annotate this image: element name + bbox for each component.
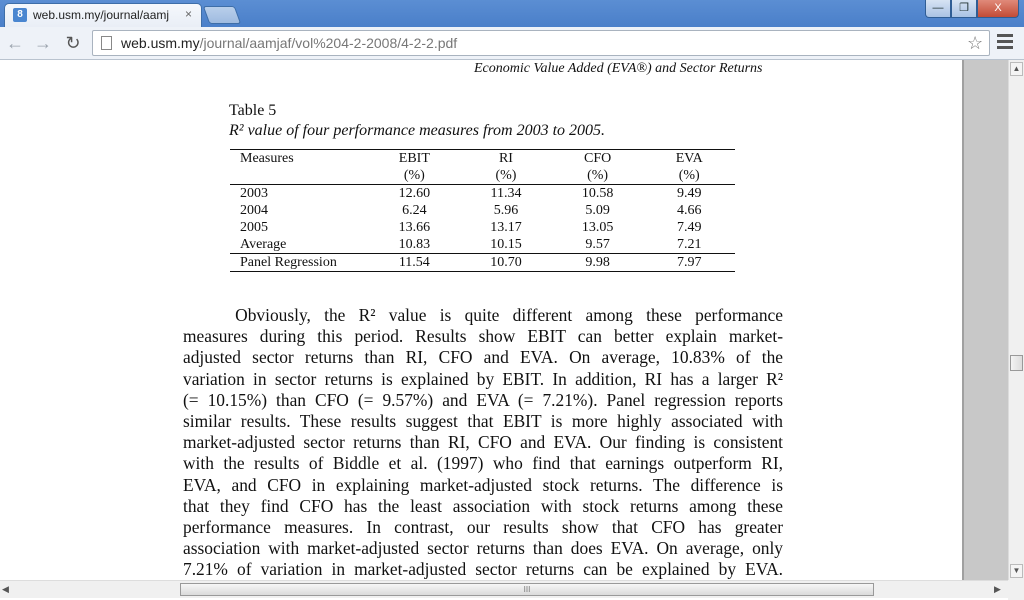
paragraph-line: association with market-adjusted sector returns than does EVA. On average, only: [183, 538, 783, 559]
scroll-left-icon[interactable]: ◀: [2, 584, 9, 594]
table-header-unit-row: [230, 167, 735, 185]
paragraph-line: EVA, and CFO in explaining market-adjusted stock returns. The difference is: [183, 474, 783, 495]
table-cell: 9.49: [676, 186, 702, 201]
back-arrow-icon[interactable]: ←: [6, 33, 24, 53]
table-cell: 10.83: [398, 237, 431, 252]
close-window-button[interactable]: X: [977, 0, 1019, 18]
table-caption: R² value of four performance measures from 2003 to 2005.: [229, 122, 606, 139]
table-cell: 7.21: [676, 237, 702, 252]
paragraph-line: variation in sector returns is explained by EBIT. In addition, RI has a larger R²: [183, 368, 783, 389]
tab-close-icon[interactable]: ×: [185, 7, 193, 21]
table-row: [230, 219, 735, 236]
new-tab-button[interactable]: [203, 6, 242, 24]
table-row: [230, 236, 735, 254]
paragraph-line: 7.21% of variation in market-adjusted sector returns can be explained by EVA.: [183, 559, 783, 580]
paragraph-line: with the results of Biddle et al. (1997) who find that earnings outperform RI,: [183, 453, 783, 474]
maximize-button[interactable]: ❐: [951, 0, 977, 18]
row-label: Average: [240, 237, 287, 252]
table-cell: 10.58: [581, 186, 614, 201]
paragraph-line: Obviously, the R² value is quite different among these performance: [183, 305, 783, 325]
paragraph-line: measures during this period. Results show EBIT can better explain market-: [183, 326, 783, 347]
table-row: [230, 202, 735, 219]
table-cell: 10.15: [490, 237, 522, 252]
header-unit: (%): [643, 167, 735, 185]
paragraph-line: similar results. These results suggest that EBIT is more highly associated with: [183, 411, 783, 432]
paragraph-line: (= 10.15%) than CFO (= 9.57%) and EVA (= 7.21%). Panel regression reports: [183, 389, 783, 410]
header-ri: RI: [460, 150, 552, 168]
browser-toolbar: [0, 27, 1024, 60]
table-cell: 12.60: [398, 186, 431, 201]
pdf-viewport[interactable]: [0, 60, 1024, 580]
horizontal-scroll-thumb[interactable]: III: [180, 583, 874, 596]
header-unit: (%): [369, 167, 461, 185]
vertical-scroll-thumb[interactable]: [1010, 355, 1023, 371]
menu-icon[interactable]: [997, 34, 1013, 52]
table-cell: 11.54: [369, 254, 461, 272]
header-measures: Measures: [230, 150, 369, 168]
scroll-down-icon[interactable]: ▼: [1010, 564, 1023, 578]
window-title-bar: [0, 0, 1024, 27]
url-text[interactable]: [121, 35, 457, 51]
row-label: 2005: [240, 220, 268, 235]
table-cell: 13.05: [581, 220, 614, 235]
vertical-scrollbar[interactable]: [1008, 60, 1024, 580]
header-eva: EVA: [643, 150, 735, 168]
header-unit-empty: [230, 167, 369, 185]
table-cell: 5.09: [585, 203, 610, 218]
address-bar[interactable]: [92, 30, 990, 56]
header-unit: (%): [460, 167, 552, 185]
row-label: 2004: [240, 203, 268, 218]
table-cell: 13.66: [398, 220, 431, 235]
row-label: Panel Regression: [230, 254, 369, 272]
scroll-up-icon[interactable]: ▲: [1010, 62, 1023, 76]
page-margin-shade: [962, 60, 1008, 580]
table-cell: 7.49: [676, 220, 702, 235]
horizontal-scrollbar[interactable]: [0, 580, 1008, 598]
table-cell: 5.96: [493, 203, 519, 218]
r-squared-table: [230, 149, 735, 272]
table-cell: 9.98: [552, 254, 644, 272]
table-header-row: [230, 150, 735, 168]
table-cell: 10.70: [460, 254, 552, 272]
paragraph-line: that they find CFO has the least association with stock returns among these: [183, 495, 783, 516]
running-head: Economic Value Added (EVA®) and Sector Returns: [474, 61, 763, 76]
forward-arrow-icon[interactable]: →: [34, 33, 52, 53]
table-cell: 7.97: [643, 254, 735, 272]
url-path: /journal/aamjaf/vol%204-2-2008/4-2-2.pdf: [199, 35, 458, 51]
table-cell: 9.57: [585, 237, 610, 252]
table-cell: 13.17: [490, 220, 522, 235]
header-cfo: CFO: [552, 150, 644, 168]
minimize-button[interactable]: —: [925, 0, 951, 18]
reload-icon[interactable]: ↻: [65, 33, 81, 53]
tab-title: web.usm.my/journal/aamj: [33, 8, 170, 22]
favicon-icon: 8: [13, 8, 27, 22]
table-cell: 11.34: [490, 186, 522, 201]
paragraph-line: market-adjusted sector returns than RI, CFO and EVA. Our finding is consistent: [183, 432, 783, 453]
table-cell: 6.24: [402, 203, 427, 218]
row-label: 2003: [240, 186, 268, 201]
page-edge: [962, 60, 964, 580]
browser-tab[interactable]: [4, 3, 202, 27]
page-icon: [101, 36, 112, 50]
paragraph-line: performance measures. In contrast, our results show that CFO has greater: [183, 517, 783, 538]
star-icon[interactable]: ☆: [967, 33, 984, 53]
scroll-right-icon[interactable]: ▶: [994, 584, 1001, 594]
table-row: [230, 254, 735, 272]
body-paragraph: [183, 305, 783, 580]
header-ebit: EBIT: [369, 150, 461, 168]
header-unit: (%): [552, 167, 644, 185]
table-label: Table 5: [229, 102, 277, 119]
table-cell: 4.66: [676, 203, 702, 218]
paragraph-line: adjusted sector returns than RI, CFO and EVA. On average, 10.83% of the: [183, 347, 783, 368]
url-host: web.usm.my: [121, 35, 200, 51]
table-row: [230, 185, 735, 203]
scrollbar-corner: [1008, 580, 1024, 600]
